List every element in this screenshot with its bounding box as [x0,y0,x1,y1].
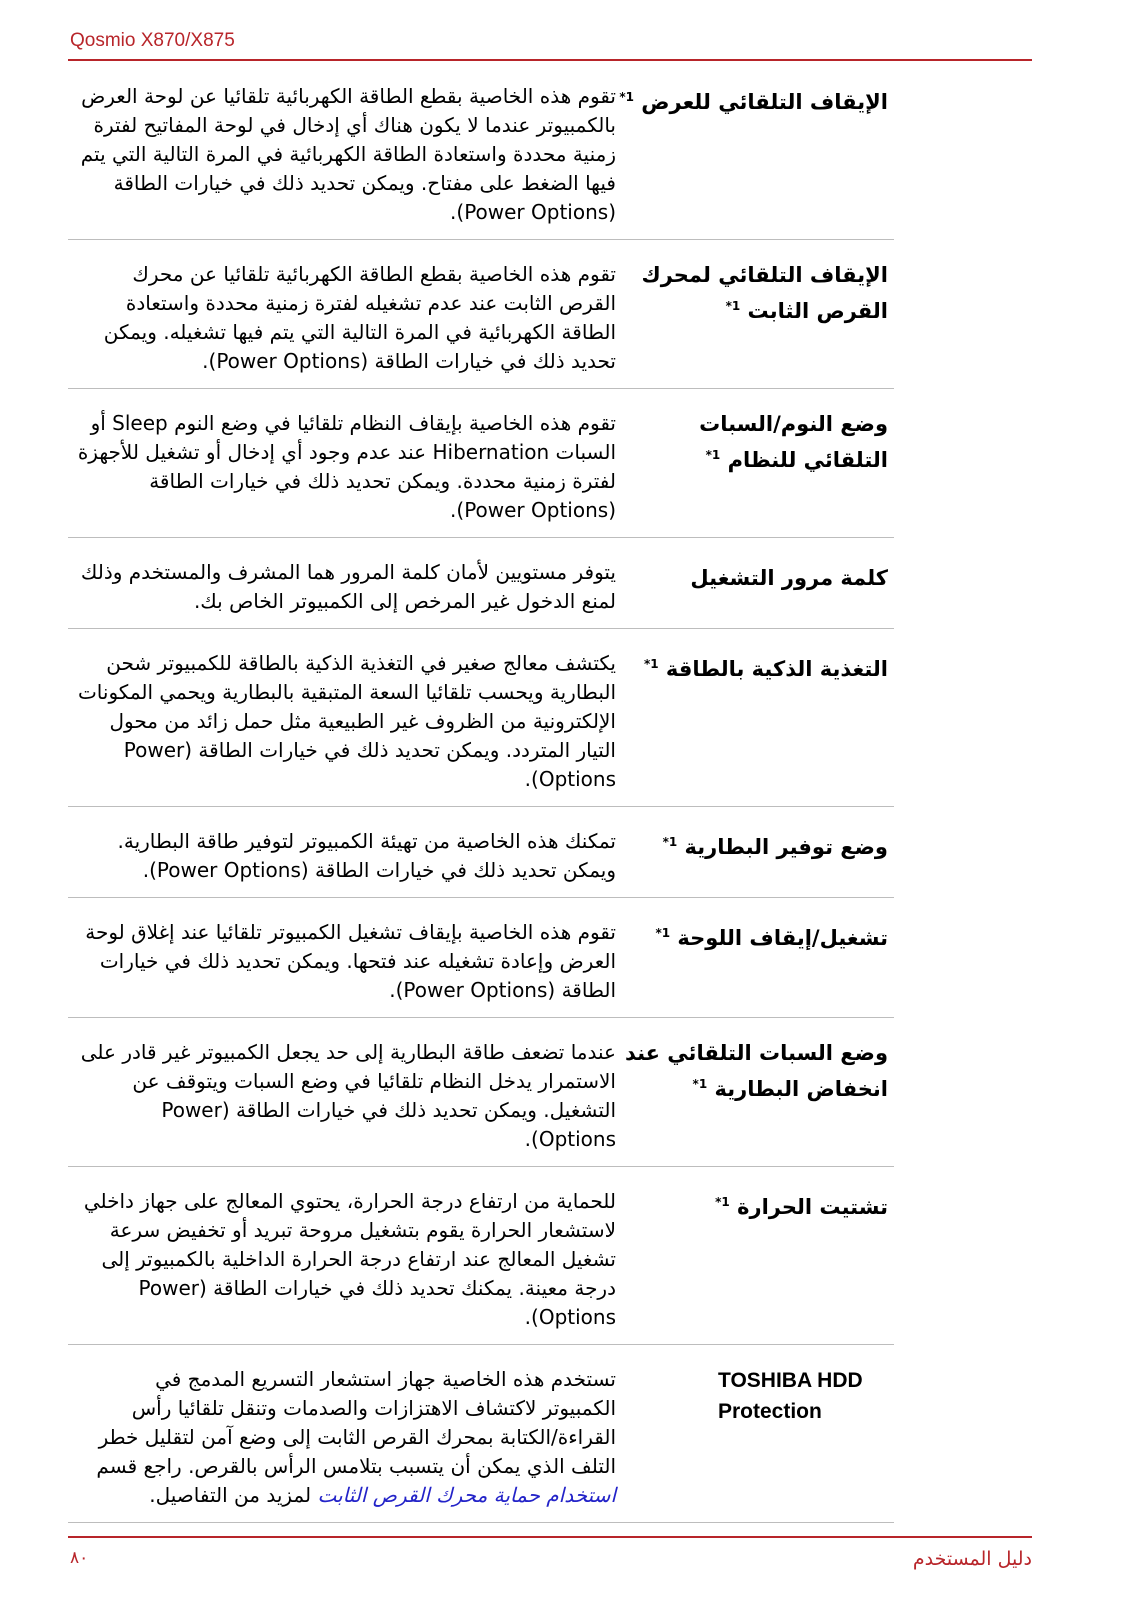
footnote-marker: 1* [662,835,678,849]
feature-description: عندما تضعف طاقة البطارية إلى حد يجعل الكمبيوتر غير قادر على الاستمرار يدخل النظام تلقائيا في وضع السبات ويتوقف عن التشغيل. ويمكن تحديد ذلك في خيارات الطاقة (Power Options). [68,1018,616,1167]
feature-label: الإيقاف التلقائي لمحرك القرص الثابت [641,263,888,323]
table-row [68,807,894,898]
reference-suffix: لمزيد من التفاصيل. [149,1483,312,1507]
feature-name [616,1345,894,1523]
feature-table [68,62,894,1523]
table-row [68,240,894,389]
feature-name [616,1018,894,1167]
feature-table-body [68,62,894,1523]
footnote-marker: 1* [705,448,721,462]
table-row [68,538,894,629]
footnote-marker: 1* [692,1077,708,1091]
feature-description: تمكنك هذه الخاصية من تهيئة الكمبيوتر لتوفير طاقة البطارية. ويمكن تحديد ذلك في خيارات الطاقة (Power Options). [68,807,616,898]
feature-name [616,240,894,389]
header-title: Qosmio X870/X875 [70,30,235,51]
table-row [68,1018,894,1167]
feature-label: وضع السبات التلقائي عند انخفاض البطارية [624,1041,888,1101]
footnote-marker: 1* [619,90,634,104]
feature-label: TOSHIBA HDD Protection [718,1369,863,1423]
feature-label: الإيقاف التلقائي للعرض [641,90,888,114]
page-number: ٨٠ [70,1548,89,1568]
table-row [68,898,894,1018]
table-row [68,1345,894,1523]
header-rule [68,59,1032,61]
table-row [68,629,894,807]
feature-label: وضع توفير البطارية [684,835,888,859]
feature-name [616,62,894,240]
feature-name [616,629,894,807]
feature-label: التغذية الذكية بالطاقة [665,657,888,681]
footer-rule [68,1536,1032,1538]
footnote-marker: 1* [655,926,671,940]
feature-label: كلمة مرور التشغيل [690,566,888,590]
table-row [68,1167,894,1345]
feature-name [616,807,894,898]
feature-description: تقوم هذه الخاصية بإيقاف تشغيل الكمبيوتر تلقائيا عند إغلاق لوحة العرض وإعادة تشغيله عند فتحها. ويمكن تحديد ذلك في خيارات الطاقة (Power Options). [68,898,616,1018]
hdd-protection-link[interactable]: استخدام حماية محرك القرص الثابت [317,1483,616,1507]
feature-name [616,389,894,538]
feature-description: يكتشف معالج صغير في التغذية الذكية بالطاقة للكمبيوتر شحن البطارية ويحسب تلقائيا السعة المتبقية بالبطارية ويحمي المكونات الإلكترونية من الظروف غير الطبيعية مثل حمل زائد من محول التيار المتردد. ويمكن تحديد ذلك في خيارات الطاقة (Power Options). [68,629,616,807]
footnote-marker: 1* [643,657,659,671]
table-row [68,389,894,538]
footnote-marker: 1* [725,299,741,313]
feature-label: تشغيل/إيقاف اللوحة [677,926,888,950]
feature-description [68,1345,616,1523]
feature-name [616,538,894,629]
feature-description: للحماية من ارتفاع درجة الحرارة، يحتوي المعالج على جهاز داخلي لاستشعار الحرارة يقوم بتشغيل مروحة تبريد أو تخفيض سرعة تشغيل المعالج عند ارتفاع درجة الحرارة الداخلية بالكمبيوتر إلى درجة معينة. يمكنك تحديد ذلك في خيارات الطاقة (Power Options). [68,1167,616,1345]
reference-prefix: راجع قسم [96,1454,182,1478]
feature-name [616,898,894,1018]
feature-name [616,1167,894,1345]
feature-description: تقوم هذه الخاصية بقطع الطاقة الكهربائية تلقائيا عن محرك القرص الثابت عند عدم تشغيله لفترة زمنية محددة واستعادة الطاقة الكهربائية في المرة التالية التي يتم فيها تشغيله. ويمكن تحديد ذلك في خيارات الطاقة (Power Options). [68,240,616,389]
guide-label: دليل المستخدم [912,1548,1032,1570]
feature-description: تقوم هذه الخاصية بإيقاف النظام تلقائيا في وضع النوم Sleep أو السبات Hibernation عند عدم وجود أي إدخال أو تشغيل للأجهزة لفترة زمنية محددة. ويمكن تحديد ذلك في خيارات الطاقة (Power Options). [68,389,616,538]
feature-description: يتوفر مستويين لأمان كلمة المرور هما المشرف والمستخدم وذلك لمنع الدخول غير المرخص إلى الكمبيوتر الخاص بك. [68,538,616,629]
feature-description-text: تستخدم هذه الخاصية جهاز استشعار التسريع المدمج في الكمبيوتر لاكتشاف الاهتزازات والصدمات وتنقل تلقائيا رأس القراءة/الكتابة بمحرك القرص الثابت إلى وضع آمن لتقليل خطر التلف الذي يمكن أن يتسبب بتلامس الرأس بالقرص. [98,1367,616,1478]
feature-label: تشتيت الحرارة [737,1195,888,1219]
table-row [68,62,894,240]
feature-label: وضع النوم/السبات التلقائي للنظام [699,412,888,472]
footnote-marker: 1* [715,1195,730,1209]
feature-description: تقوم هذه الخاصية بقطع الطاقة الكهربائية تلقائيا عن لوحة العرض بالكمبيوتر عندما لا يكون هناك أي إدخال في لوحة المفاتيح لفترة زمنية محددة واستعادة الطاقة الكهربائية في المرة التالية التي يتم فيها الضغط على مفتاح. ويمكن تحديد ذلك في خيارات الطاقة (Power Options). [68,62,616,240]
